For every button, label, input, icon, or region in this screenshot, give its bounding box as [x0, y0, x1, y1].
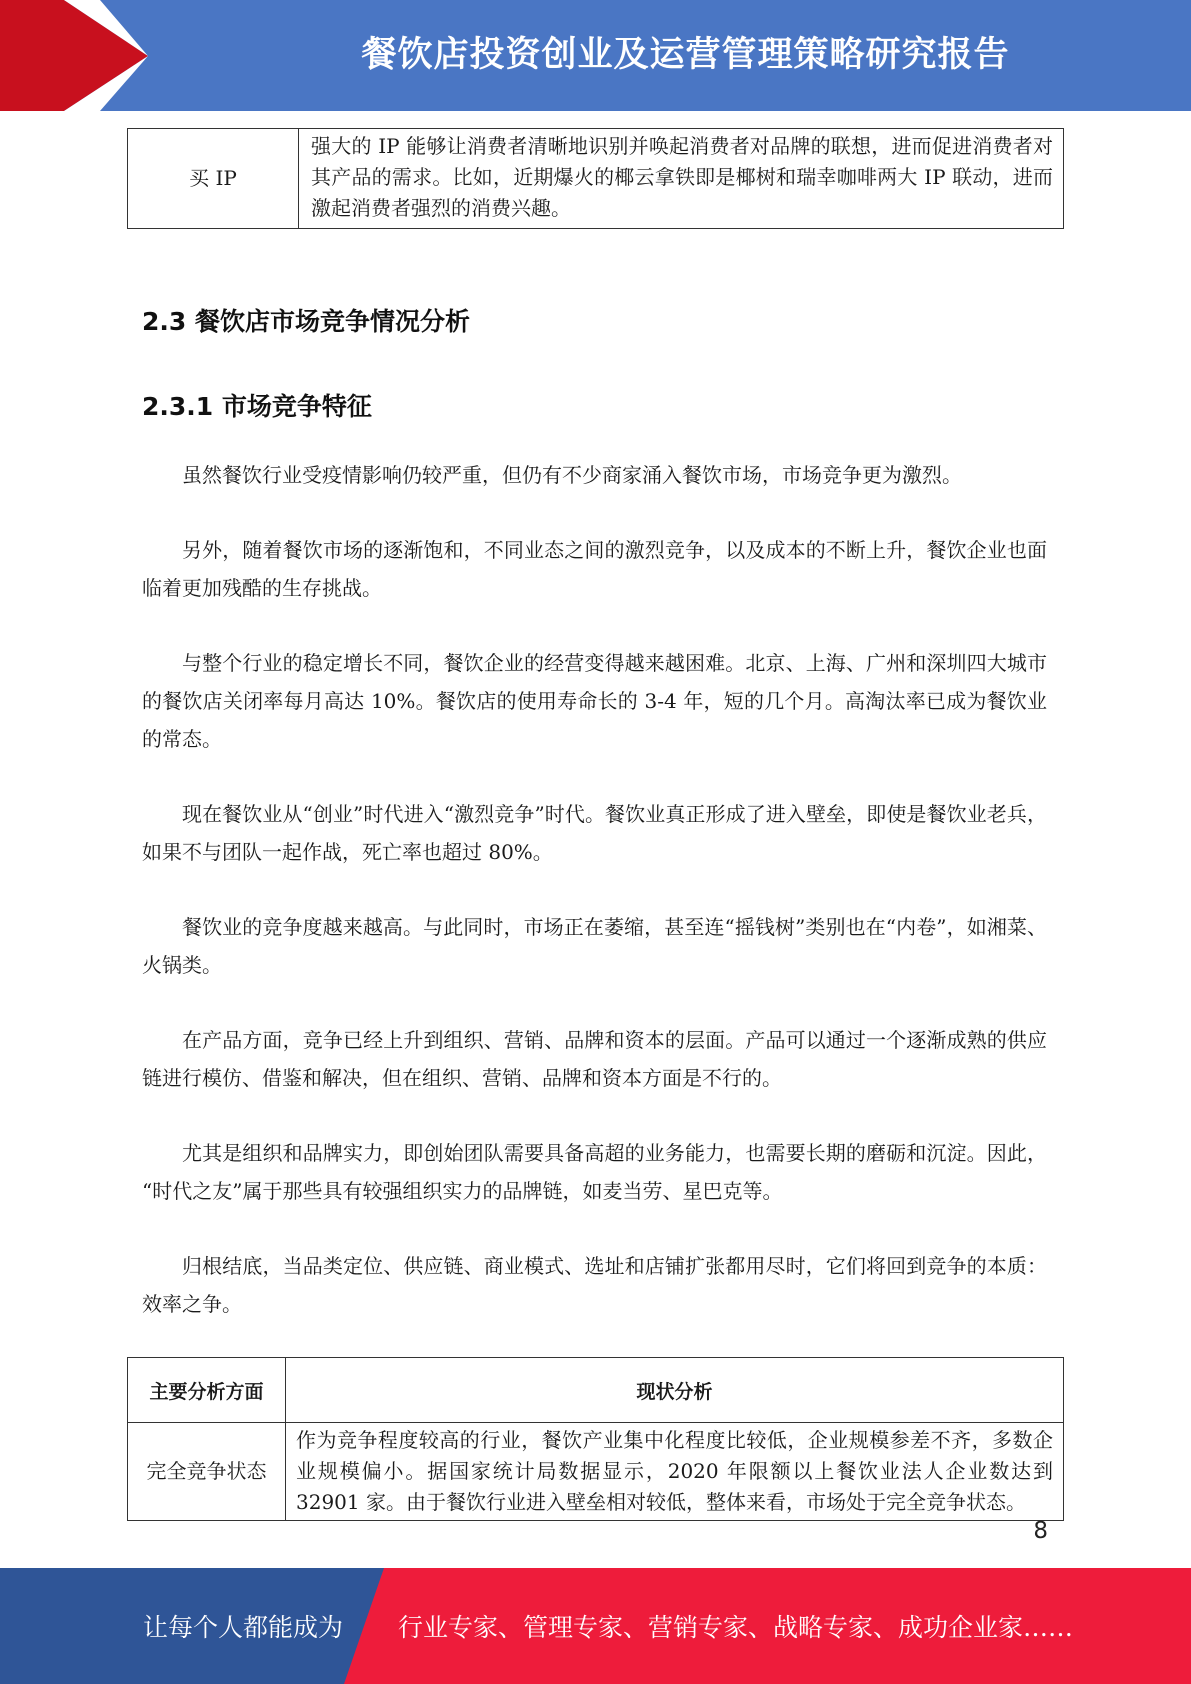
paragraph: 餐饮业的竞争度越来越高。与此同时，市场正在萎缩，甚至连“摇钱树”类别也在“内卷”，如湘菜、火锅类。: [142, 915, 1047, 977]
ip-table: [127, 128, 1064, 229]
paragraph: 在产品方面，竞争已经上升到组织、营销、品牌和资本的层面。产品可以通过一个逐渐成熟的供应链进行模仿、借鉴和解决，但在组织、营销、品牌和资本方面是不行的。: [142, 1028, 1047, 1090]
page-header: [0, 0, 1191, 111]
page-number: 8: [1033, 1518, 1048, 1544]
ip-text-cell: 强大的 IP 能够让消费者清晰地识别并唤起消费者对品牌的联想，进而促进消费者对其产品的需求。比如，近期爆火的椰云拿铁即是椰树和瑞幸咖啡两大 IP 联动，进而激起消费者强烈的消费兴趣。: [299, 129, 1064, 229]
ip-label-cell: 买 IP: [128, 129, 299, 229]
table-row: [128, 1423, 1064, 1521]
column-header: 现状分析: [286, 1358, 1064, 1423]
paragraph: 现在餐饮业从“创业”时代进入“激烈竞争”时代。餐饮业真正形成了进入壁垒，即使是餐饮业老兵，如果不与团队一起作战，死亡率也超过 80%。: [142, 802, 1047, 864]
section-heading: 2.3 餐饮店市场竞争情况分析: [142, 307, 470, 336]
table-header-row: [128, 1358, 1064, 1423]
table-row: [128, 129, 1064, 229]
paragraph: 与整个行业的稳定增长不同，餐饮企业的经营变得越来越困难。北京、上海、广州和深圳四大城市的餐饮店关闭率每月高达 10%。餐饮店的使用寿命长的 3-4 年，短的几个月。高淘汰率已成为餐饮业的常态。: [142, 651, 1047, 751]
column-header: 主要分析方面: [128, 1358, 286, 1423]
paragraph: 归根结底，当品类定位、供应链、商业模式、选址和店铺扩张都用尽时，它们将回到竞争的本质：效率之争。: [142, 1254, 1047, 1316]
paragraph: 另外，随着餐饮市场的逐渐饱和，不同业态之间的激烈竞争，以及成本的不断上升，餐饮企业也面临着更加残酷的生存挑战。: [142, 538, 1047, 600]
footer-slogan-left: 让每个人都能成为: [143, 1613, 344, 1642]
paragraph: 尤其是组织和品牌实力，即创始团队需要具备高超的业务能力，也需要长期的磨砺和沉淀。因此， “时代之友”属于那些具有较强组织实力的品牌链，如麦当劳、星巴克等。: [142, 1141, 1047, 1203]
report-title: 餐饮店投资创业及运营管理策略研究报告: [361, 35, 1010, 75]
aspect-cell: 完全竞争状态: [128, 1423, 286, 1521]
paragraph: 虽然餐饮行业受疫情影响仍较严重，但仍有不少商家涌入餐饮市场，市场竞争更为激烈。: [182, 463, 962, 487]
analysis-cell: 作为竞争程度较高的行业，餐饮产业集中化程度比较低，企业规模参差不齐，多数企业规模偏小。据国家统计局数据显示，2020 年限额以上餐饮业法人企业数达到 32901 家。由于餐饮行业进入壁垒相对较低，整体来看，市场处于完全竞争状态。: [286, 1423, 1064, 1521]
footer-slogan-right: 行业专家、管理专家、营销专家、战略专家、成功企业家……: [398, 1613, 1074, 1642]
body-text: [142, 456, 1047, 1360]
analysis-table: [127, 1357, 1064, 1521]
subsection-heading: 2.3.1 市场竞争特征: [142, 392, 372, 421]
page-footer: [0, 1568, 1191, 1684]
chevron-arrow-icon: [0, 0, 160, 111]
